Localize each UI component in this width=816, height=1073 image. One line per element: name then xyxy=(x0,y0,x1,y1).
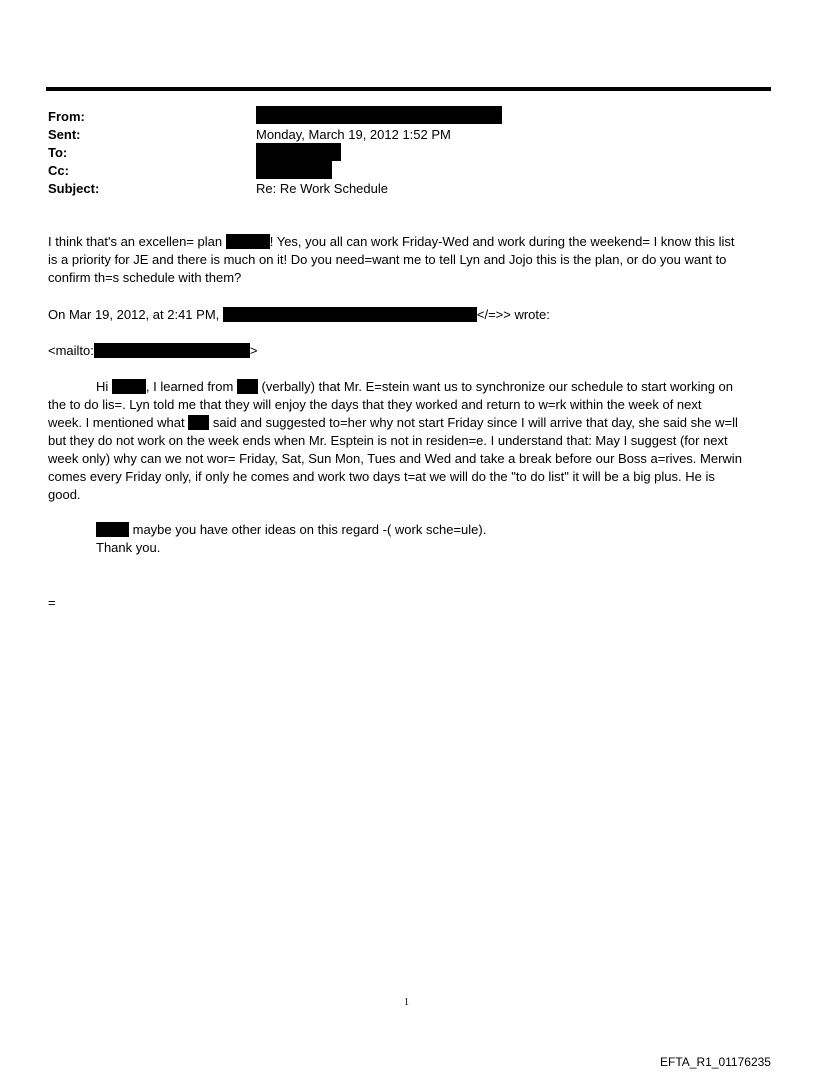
subject-label: Subject: xyxy=(48,181,100,196)
bates-number: EFTA_R1_01176235 xyxy=(660,1055,771,1069)
redacted-name xyxy=(237,379,258,394)
quoted-line-2: the to do lis=. Lyn told me that they will enjoy the days that they worked and return to w=rk within the week of next xyxy=(48,397,702,412)
redacted-name xyxy=(226,234,270,249)
quoted-line-7: good. xyxy=(48,487,81,502)
reply-line-2: is a priority for JE and there is much on it! Do you need=want me to tell Lyn and Jojo this is the plan, or do you want to xyxy=(48,252,727,267)
header-divider xyxy=(46,87,771,91)
quoted-closing-line-1: maybe you have other ideas on this regard -( work sche=ule). xyxy=(96,521,766,539)
redacted-name xyxy=(188,415,209,430)
reply-line-1: I think that's an excellen= plan ! Yes, you all can work Friday-Wed and work during the weekend= I know this list xyxy=(48,234,735,249)
subject-value: Re: Re Work Schedule xyxy=(256,181,388,196)
redacted-email xyxy=(94,343,250,358)
redacted-from xyxy=(256,106,502,124)
redacted-cc xyxy=(256,161,332,179)
quoted-message xyxy=(48,378,768,504)
quoted-line-5: week only) why can we not wor= Friday, Sat, Sun Mon, Tues and Wed and take a break before our Boss a=rives. Merwin xyxy=(48,451,742,466)
redacted-to xyxy=(256,143,341,161)
redacted-name xyxy=(112,379,146,394)
sent-label: Sent: xyxy=(48,127,81,142)
quoted-line-4: but they do not work on the week ends when Mr. Esptein is not in residen=e. I understand that: May I suggest (for next xyxy=(48,433,728,448)
from-label: From: xyxy=(48,109,85,124)
mailto-line: <mailto: > xyxy=(48,343,258,358)
redacted-sender xyxy=(223,307,477,322)
page-number: 1 xyxy=(404,997,409,1008)
trailing-char: = xyxy=(48,595,56,610)
cc-label: Cc: xyxy=(48,163,69,178)
redacted-name xyxy=(96,522,129,537)
sent-value: Monday, March 19, 2012 1:52 PM xyxy=(256,127,451,142)
to-label: To: xyxy=(48,145,68,160)
quoted-closing-line-2: Thank you. xyxy=(96,540,161,555)
quoted-line-6: comes every Friday only, if only he comes and work two days t=at we will do the "to do list" it will be a big plus. He is xyxy=(48,469,715,484)
quoted-line-3: week. I mentioned what said and suggested to=her why not start Friday since I will arrive that day, she said she w=ll xyxy=(48,415,738,430)
reply-paragraph xyxy=(48,233,768,287)
quoted-line-1: Hi , I learned from (verbally) that Mr. E=stein want us to synchronize our schedule to start working on xyxy=(96,379,734,394)
quoted-closing xyxy=(96,521,766,557)
reply-line-3: confirm th=s schedule with them? xyxy=(48,270,242,285)
quote-intro: On Mar 19, 2012, at 2:41 PM, </=>> wrote: xyxy=(48,307,550,322)
